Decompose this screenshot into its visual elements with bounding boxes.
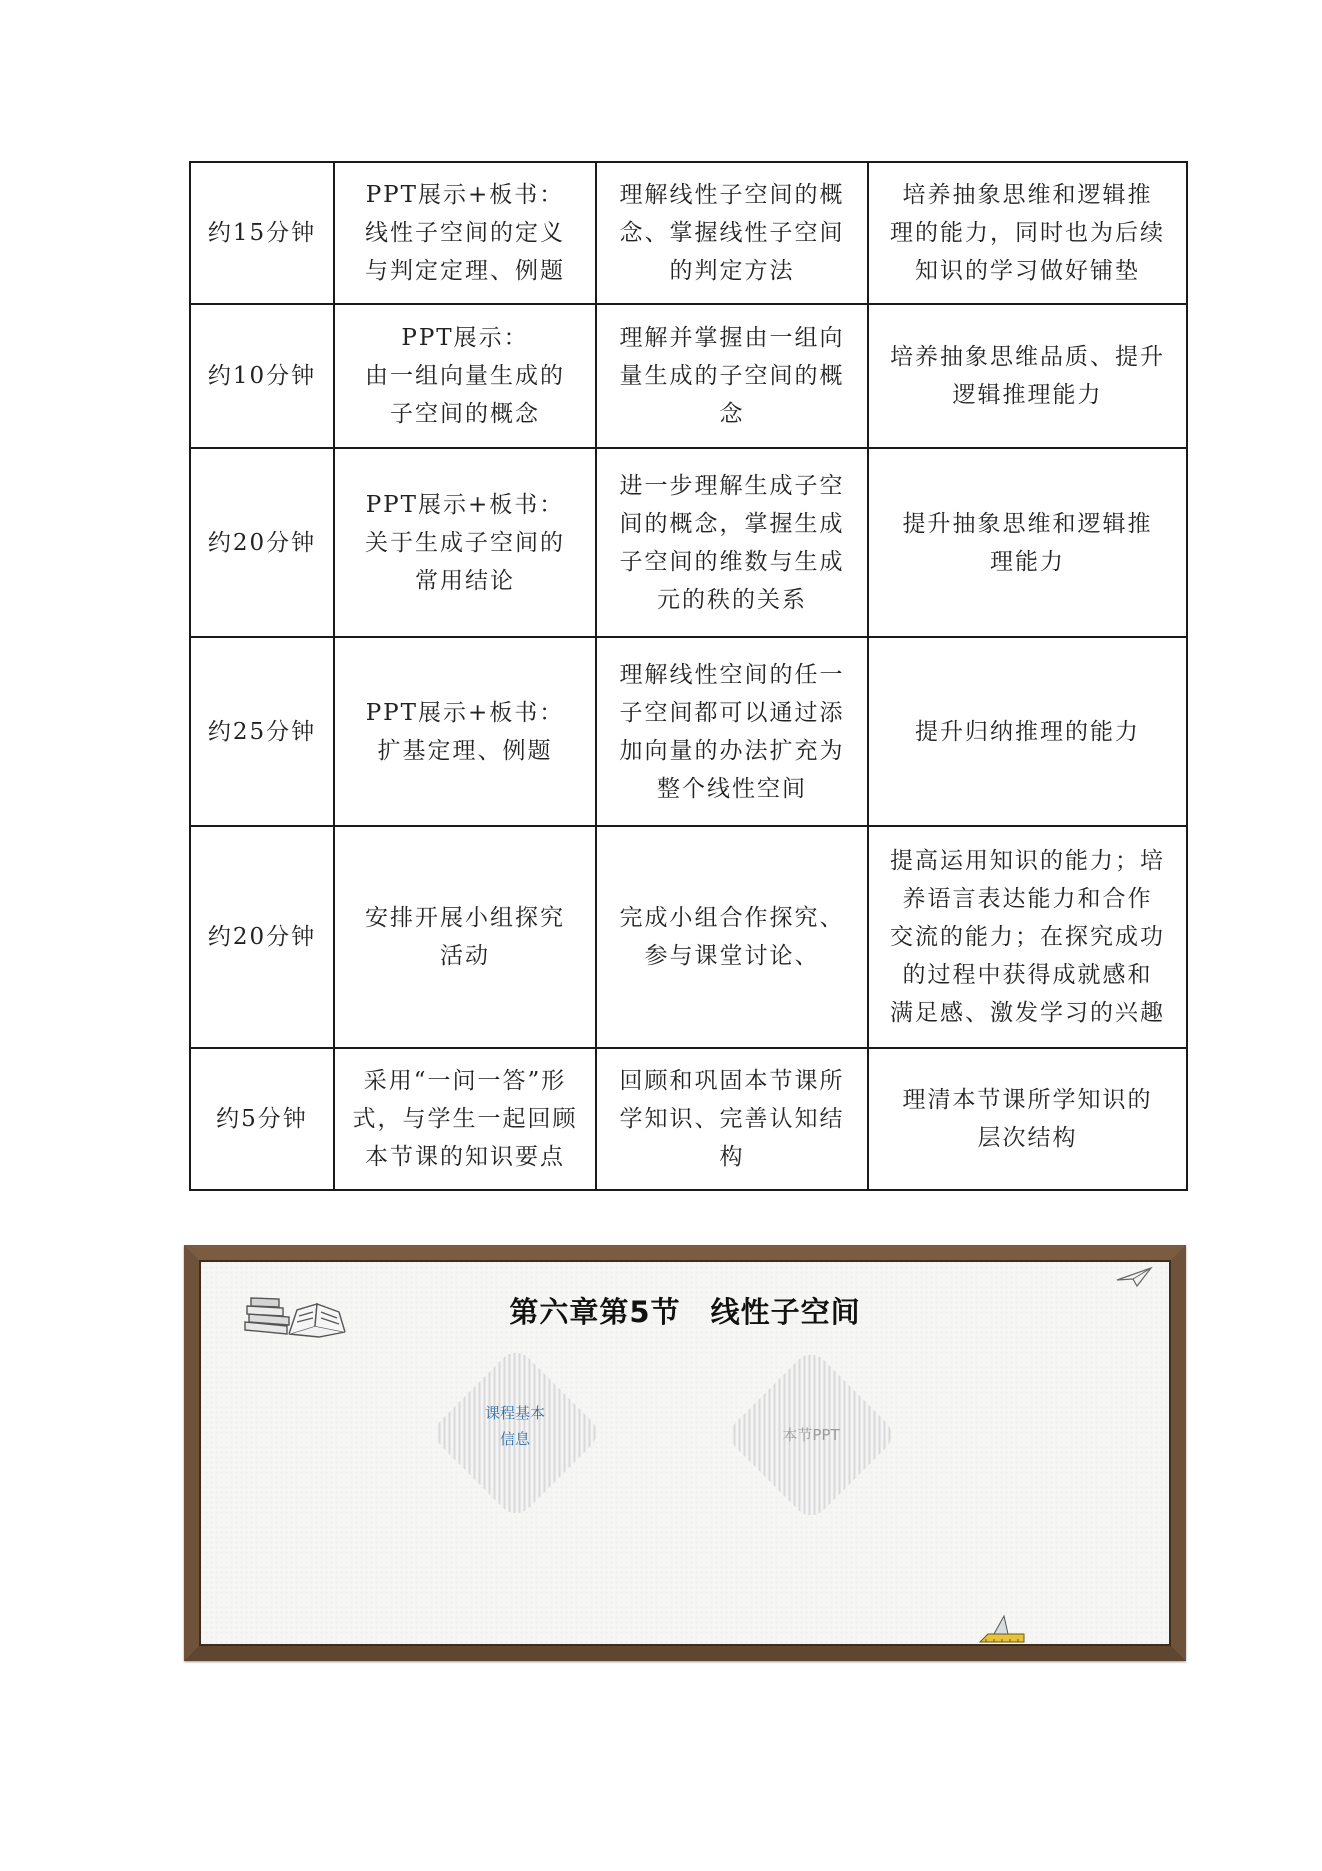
time-cell: 约20分钟: [190, 448, 334, 637]
table-row: [190, 304, 1187, 448]
goal-cell: 理解线性空间的任一 子空间都可以通过添 加向量的办法扩充为 整个线性空间: [596, 637, 868, 826]
table-row: [190, 826, 1187, 1048]
purpose-cell: 培养抽象思维和逻辑推 理的能力，同时也为后续 知识的学习做好铺垫: [868, 162, 1187, 304]
activity-cell: PPT展示+板书： 关于生成子空间的 常用结论: [334, 448, 596, 637]
slide-chalkboard: [184, 1245, 1186, 1661]
ruler-triangle-icon: [974, 1612, 1030, 1646]
activity-cell: 采用“一问一答”形 式，与学生一起回顾 本节课的知识要点: [334, 1048, 596, 1190]
slide-title: 第六章第5节 线性子空间: [509, 1295, 861, 1329]
goal-cell: 理解线性子空间的概 念、掌握线性子空间 的判定方法: [596, 162, 868, 304]
activity-cell: 安排开展小组探究 活动: [334, 826, 596, 1048]
time-cell: 约20分钟: [190, 826, 334, 1048]
table-row: [190, 1048, 1187, 1190]
table-row: [190, 448, 1187, 637]
purpose-cell: 理清本节课所学知识的 层次结构: [868, 1048, 1187, 1190]
goal-cell: 回顾和巩固本节课所 学知识、完善认知结 构: [596, 1048, 868, 1190]
course-info-button[interactable]: 课程基本 信息: [484, 1404, 545, 1448]
purpose-cell: 培养抽象思维品质、提升 逻辑推理能力: [868, 304, 1187, 448]
table-row: [190, 637, 1187, 826]
activity-cell: PPT展示+板书： 线性子空间的定义 与判定定理、例题: [334, 162, 596, 304]
time-cell: 约25分钟: [190, 637, 334, 826]
table-row: [190, 162, 1187, 304]
section-ppt-button[interactable]: 本节PPT: [782, 1426, 840, 1444]
purpose-cell: 提升归纳推理的能力: [868, 637, 1187, 826]
goal-cell: 完成小组合作探究、 参与课堂讨论、: [596, 826, 868, 1048]
activity-cell: PPT展示+板书： 扩基定理、例题: [334, 637, 596, 826]
goal-cell: 理解并掌握由一组向 量生成的子空间的概 念: [596, 304, 868, 448]
time-cell: 约10分钟: [190, 304, 334, 448]
time-cell: 约15分钟: [190, 162, 334, 304]
purpose-cell: 提升抽象思维和逻辑推 理能力: [868, 448, 1187, 637]
time-cell: 约5分钟: [190, 1048, 334, 1190]
purpose-cell: 提高运用知识的能力；培 养语言表达能力和合作 交流的能力；在探究成功 的过程中获得成就感和 满足感、激发学习的兴趣: [868, 826, 1187, 1048]
goal-cell: 进一步理解生成子空 间的概念，掌握生成 子空间的维数与生成 元的秩的关系: [596, 448, 868, 637]
activity-cell: PPT展示： 由一组向量生成的 子空间的概念: [334, 304, 596, 448]
lesson-plan-table: [189, 161, 1188, 1191]
paper-plane-icon: [1115, 1266, 1153, 1288]
